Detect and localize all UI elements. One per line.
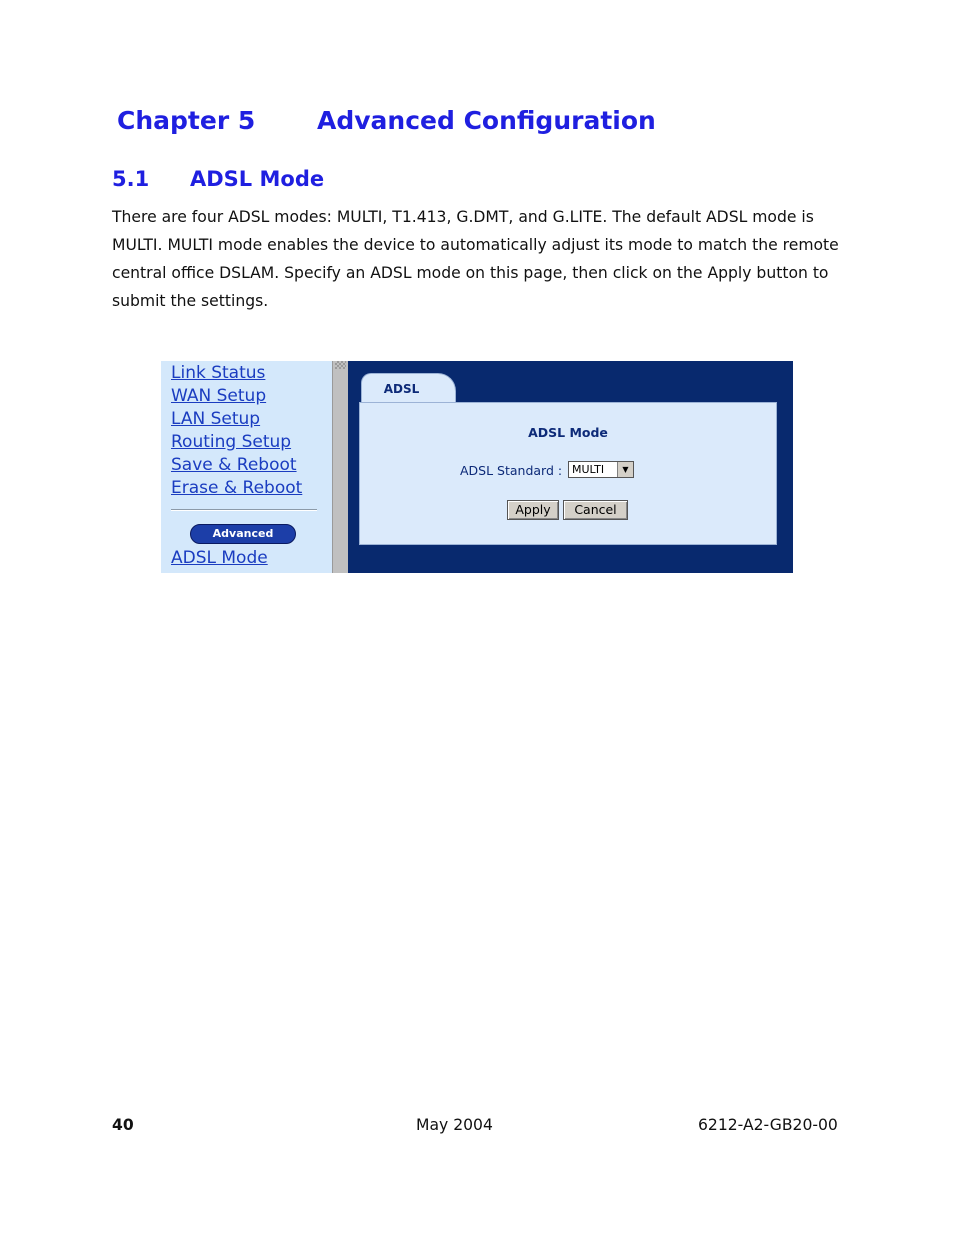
nav-scrollbar[interactable] [332,361,349,573]
nav-link-erase-reboot[interactable]: Erase & Reboot [171,478,303,498]
section-title: ADSL Mode [190,167,325,191]
adsl-mode-panel [359,402,777,545]
chapter-heading [117,106,656,135]
footer-doc-id: 6212-A2-GB20-00 [698,1116,838,1134]
page-number: 40 [112,1116,134,1134]
nav-sidebar [161,361,332,573]
footer-date: May 2004 [416,1116,493,1134]
cancel-button[interactable]: Cancel [563,500,628,520]
chevron-down-icon[interactable]: ▼ [617,462,633,477]
nav-link-link-status[interactable]: Link Status [171,363,266,383]
main-frame [348,361,793,573]
adsl-standard-value: MULTI [572,463,605,476]
nav-link-save-reboot[interactable]: Save & Reboot [171,455,297,475]
nav-divider [171,509,317,511]
nav-link-adsl-mode[interactable]: ADSL Mode [171,548,268,568]
body-paragraph: There are four ADSL modes: MULTI, T1.413, G.DMT, and G.LITE. The default ADSL mode is MULTI. MULTI mode enables the device to automatically adjust its mode to match the remote central office DSLAM. Specify an ADSL mode on this page, then click on the Apply button to submit the settings. [112,208,839,310]
adsl-standard-label: ADSL Standard : [460,463,563,478]
apply-button[interactable]: Apply [507,500,559,520]
section-number: 5.1 [112,167,150,191]
advanced-button[interactable]: Advanced [190,524,296,544]
chapter-number: Chapter 5 [117,106,256,135]
nav-link-routing-setup[interactable]: Routing Setup [171,432,292,452]
tab-adsl[interactable]: ADSL [361,373,456,403]
panel-title: ADSL Mode [528,425,608,440]
chapter-title: Advanced Configuration [317,106,656,135]
scrollbar-thumb[interactable] [335,361,346,369]
nav-link-lan-setup[interactable]: LAN Setup [171,409,261,429]
section-heading [112,167,325,191]
nav-link-wan-setup[interactable]: WAN Setup [171,386,267,406]
adsl-standard-select[interactable] [568,461,634,478]
ui-screenshot [161,361,793,573]
